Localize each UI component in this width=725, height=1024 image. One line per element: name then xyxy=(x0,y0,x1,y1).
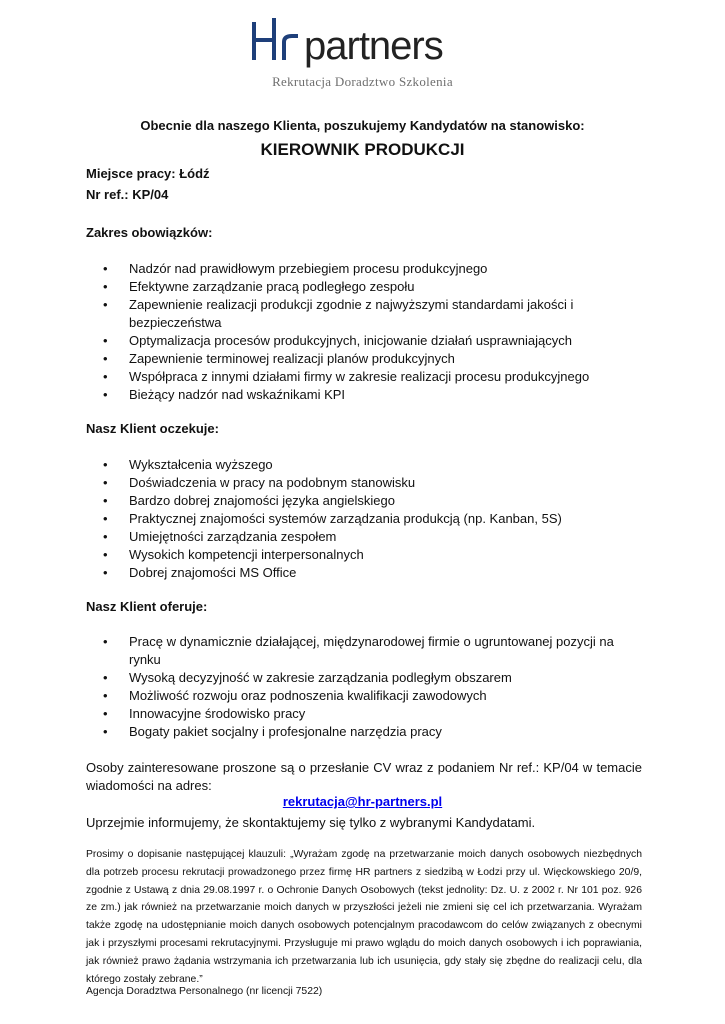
list-item: • Wysoką decyzyjność w zakresie zarządzania podległym obszarem xyxy=(86,669,646,687)
list-item: • Praktycznej znajomości systemów zarządzania produkcją (np. Kanban, 5S) xyxy=(86,510,646,528)
list-item: • Pracę w dynamicznie działającej, międzynarodowej firmie o ugruntowanej pozycji na rynku xyxy=(86,633,646,669)
list-item: • Współpraca z innymi działami firmy w zakresie realizacji procesu produkcyjnego xyxy=(86,368,646,386)
list-item: • Doświadczenia w pracy na podobnym stanowisku xyxy=(86,474,646,492)
list-item: • Dobrej znajomości MS Office xyxy=(86,564,646,582)
responsibilities-heading: Zakres obowiązków: xyxy=(86,225,213,240)
recruitment-email-link[interactable]: rekrutacja@hr-partners.pl xyxy=(282,794,443,809)
list-item: • Zapewnienie realizacji produkcji zgodnie z najwyższymi standardami jakości i bezpieczeństwa xyxy=(86,296,646,332)
reference-number: Nr ref.: KP/04 xyxy=(86,187,169,202)
list-item: • Nadzór nad prawidłowym przebiegiem procesu produkcyjnego xyxy=(86,260,646,278)
agency-license: Agencja Doradztwa Personalnego (nr licencji 7522) xyxy=(86,986,323,997)
contact-instructions: Osoby zainteresowane proszone są o przesłanie CV wraz z podaniem Nr ref.: KP/04 w temacie wiadomości na adres: xyxy=(86,760,642,793)
expectations-heading: Nasz Klient oczekuje: xyxy=(86,421,219,436)
logo-wordmark: partners xyxy=(304,24,443,68)
list-item: • Zapewnienie terminowej realizacji planów produkcyjnych xyxy=(86,350,646,368)
job-title: KIEROWNIK PRODUKCJI xyxy=(260,140,465,159)
data-consent-clause: Prosimy o dopisanie następującej klauzuli: „Wyrażam zgodę na przetwarzanie moich danych osobowych niezbędnych dla potrzeb procesu rekrutacji prowadzonego przez firmę HR partners z siedzibą w Łodzi przy ul. Więckowskiego 20/9, zgodnie z Ustawą z dnia 29.08.1997 r. o Ochronie Danych Osobowych (tekst jednolity: Dz. U. z 2002 r. Nr 101 poz. 926 ze zm.) jak również na przetwarzanie moich danych w przyszłości jeżeli nie zmieni się cel ich przetwarzania. Wyrażam także zgodę na udostępnianie moich danych osobowych potencjalnym pracodawcom do celów związanych z obecnymi jak i przyszłymi procesami rekrutacyjnymi. Przysługuje mi prawo wglądu do moich danych osobowych i ich poprawiania, jak również prawo żądania wstrzymania ich przetwarzania lub ich usunięcia, gdy stały się zbędne do realizacji celu, dla którego zostały zebrane.” xyxy=(86,849,642,985)
list-item: • Efektywne zarządzanie pracą podległego zespołu xyxy=(86,278,646,296)
list-item: • Umiejętności zarządzania zespołem xyxy=(86,528,646,546)
list-item: • Optymalizacja procesów produkcyjnych, inicjowanie działań usprawniających xyxy=(86,332,646,350)
list-item: • Wysokich kompetencji interpersonalnych xyxy=(86,546,646,564)
expectations-list xyxy=(86,456,646,582)
hr-partners-logo xyxy=(248,12,448,74)
list-item: • Bardzo dobrej znajomości języka angielskiego xyxy=(86,492,646,510)
list-item: • Bogaty pakiet socjalny i profesjonalne narzędzia pracy xyxy=(86,723,646,741)
tagline: Rekrutacja Doradztwo Szkolenia xyxy=(272,74,453,89)
intro-text: Obecnie dla naszego Klienta, poszukujemy Kandydatów na stanowisko: xyxy=(140,118,585,133)
offer-heading: Nasz Klient oferuje: xyxy=(86,599,208,614)
logo-graphic xyxy=(248,12,448,74)
list-item: • Innowacyjne środowisko pracy xyxy=(86,705,646,723)
list-item: • Bieżący nadzór nad wskaźnikami KPI xyxy=(86,386,646,404)
list-item: • Wykształcenia wyższego xyxy=(86,456,646,474)
contact-note: Uprzejmie informujemy, że skontaktujemy się tylko z wybranymi Kandydatami. xyxy=(86,815,536,830)
list-item: • Możliwość rozwoju oraz podnoszenia kwalifikacji zawodowych xyxy=(86,687,646,705)
work-location: Miejsce pracy: Łódź xyxy=(86,166,210,181)
responsibilities-list xyxy=(86,260,646,404)
offer-list xyxy=(86,633,646,741)
